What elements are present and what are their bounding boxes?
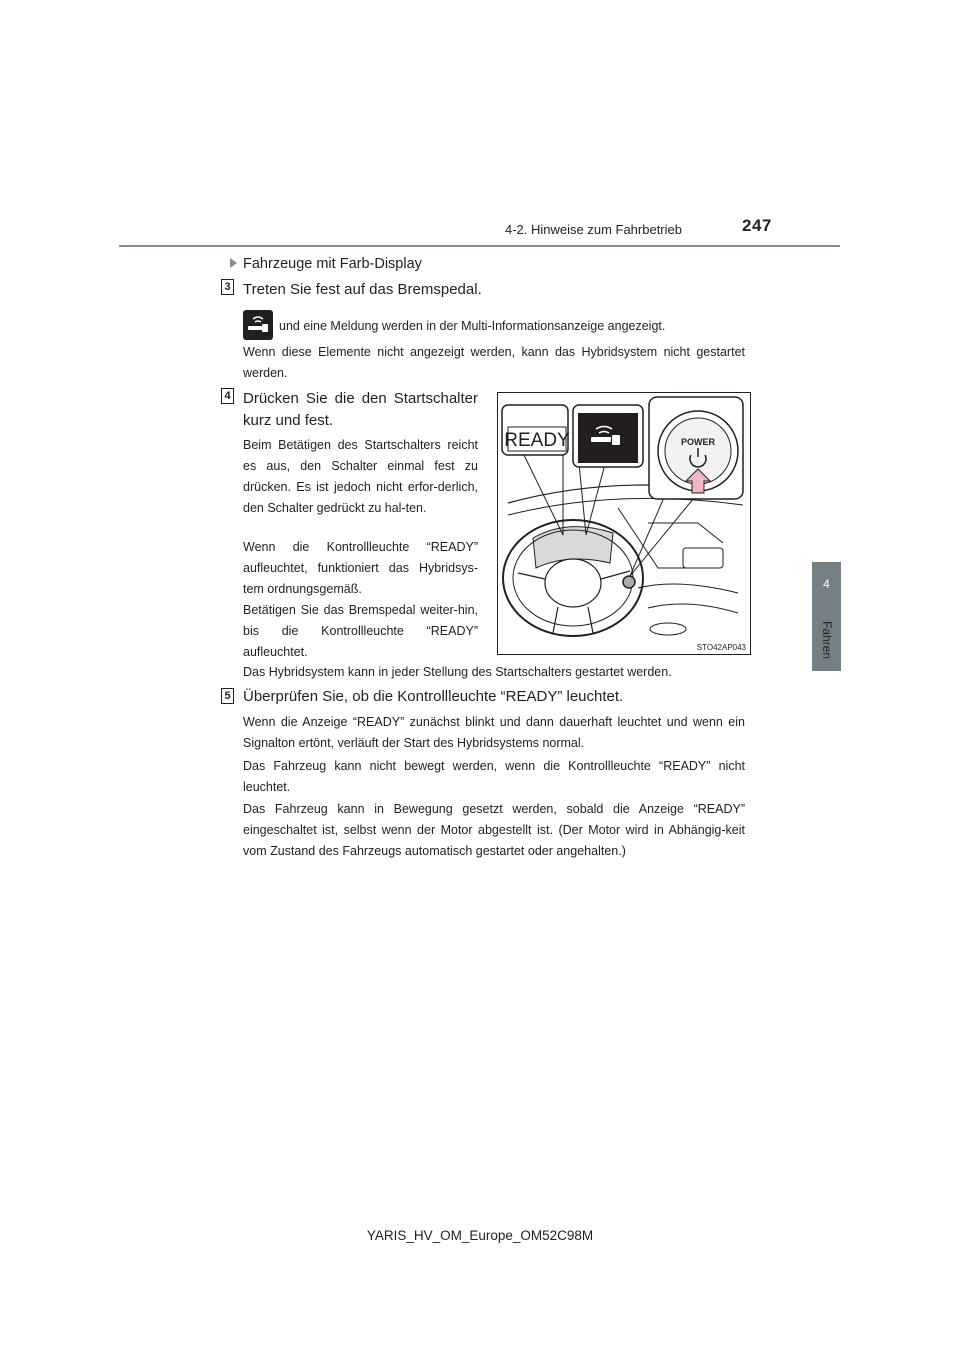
step-4-paragraph-3: Betätigen Sie das Bremspedal weiter-hin, bis die Kontrollleuchte “READY” aufleuchtet. bbox=[243, 603, 478, 659]
step-5-paragraph-3: Das Fahrzeug kann in Bewegung gesetzt werden, sobald die Anzeige “READY” eingeschaltet ist, selbst wenn der Motor abgestellt ist. (Der Motor wird in Abhängig-keit vom Zustand des Fahrzeugs automatisch gestartet oder angehalten.) bbox=[243, 802, 745, 858]
step-4-title-line1: Drücken Sie die den Startschalter bbox=[243, 390, 478, 407]
chapter-label bbox=[812, 600, 841, 680]
sub-heading-text: Fahrzeuge mit Farb-Display bbox=[243, 256, 422, 272]
step-4-title-line2: kurz und fest. bbox=[243, 412, 334, 429]
dashboard-figure bbox=[497, 392, 751, 655]
step-4-paragraph-2: Wenn die Kontrollleuchte “READY” aufleuchtet, funktioniert das Hybridsys-tem ordnungsgemäß. bbox=[243, 540, 478, 596]
ready-label: READY bbox=[504, 430, 570, 451]
section-title: 4-2. Hinweise zum Fahrbetrieb bbox=[504, 222, 682, 237]
chapter-number: 4 bbox=[823, 577, 830, 591]
step-3-icon-note: und eine Meldung werden in der Multi-Informationsanzeige angezeigt. bbox=[279, 319, 666, 333]
document-code: YARIS_HV_OM_Europe_OM52C98M bbox=[366, 1228, 594, 1243]
step-number-4: 4 bbox=[221, 388, 234, 404]
figure-code: STO42AP043 bbox=[696, 643, 746, 652]
step-number-5: 5 bbox=[221, 688, 234, 704]
step-3-title: Treten Sie fest auf das Bremspedal. bbox=[243, 281, 482, 298]
header-divider bbox=[119, 245, 840, 247]
dashboard-illustration bbox=[498, 393, 750, 654]
step-5-paragraph-1: Wenn die Anzeige “READY” zunächst blinkt und dann dauerhaft leuchtet und wenn ein Signalton ertönt, verläuft der Start des Hybridsystems normal. bbox=[243, 715, 745, 750]
step-3-paragraph: Wenn diese Elemente nicht angezeigt werden, kann das Hybridsystem nicht gestartet werden. bbox=[243, 345, 745, 380]
step-5-title: Überprüfen Sie, ob die Kontrollleuchte “READY” leuchtet. bbox=[243, 688, 624, 705]
step-number-3: 3 bbox=[221, 279, 234, 295]
triangle-bullet-icon bbox=[230, 258, 237, 268]
step-4-paragraph-1: Beim Betätigen des Startschalters reicht es aus, den Schalter einmal fest zu drücken. Es ist jedoch nicht erfor-derlich, den Schalter gedrückt zu hal-ten. bbox=[243, 438, 478, 515]
step-5-paragraph-2: Das Fahrzeug kann nicht bewegt werden, wenn die Kontrollleuchte “READY” nicht leuchtet. bbox=[243, 759, 745, 794]
sub-heading bbox=[230, 256, 422, 272]
power-label: POWER bbox=[680, 437, 716, 447]
page-number: 247 bbox=[742, 216, 772, 235]
chapter-label-text: Fahren bbox=[819, 620, 834, 660]
brake-key-indicator-icon bbox=[243, 310, 273, 340]
step-4-note: Das Hybridsystem kann in jeder Stellung des Startschalters gestartet werden. bbox=[243, 665, 672, 679]
